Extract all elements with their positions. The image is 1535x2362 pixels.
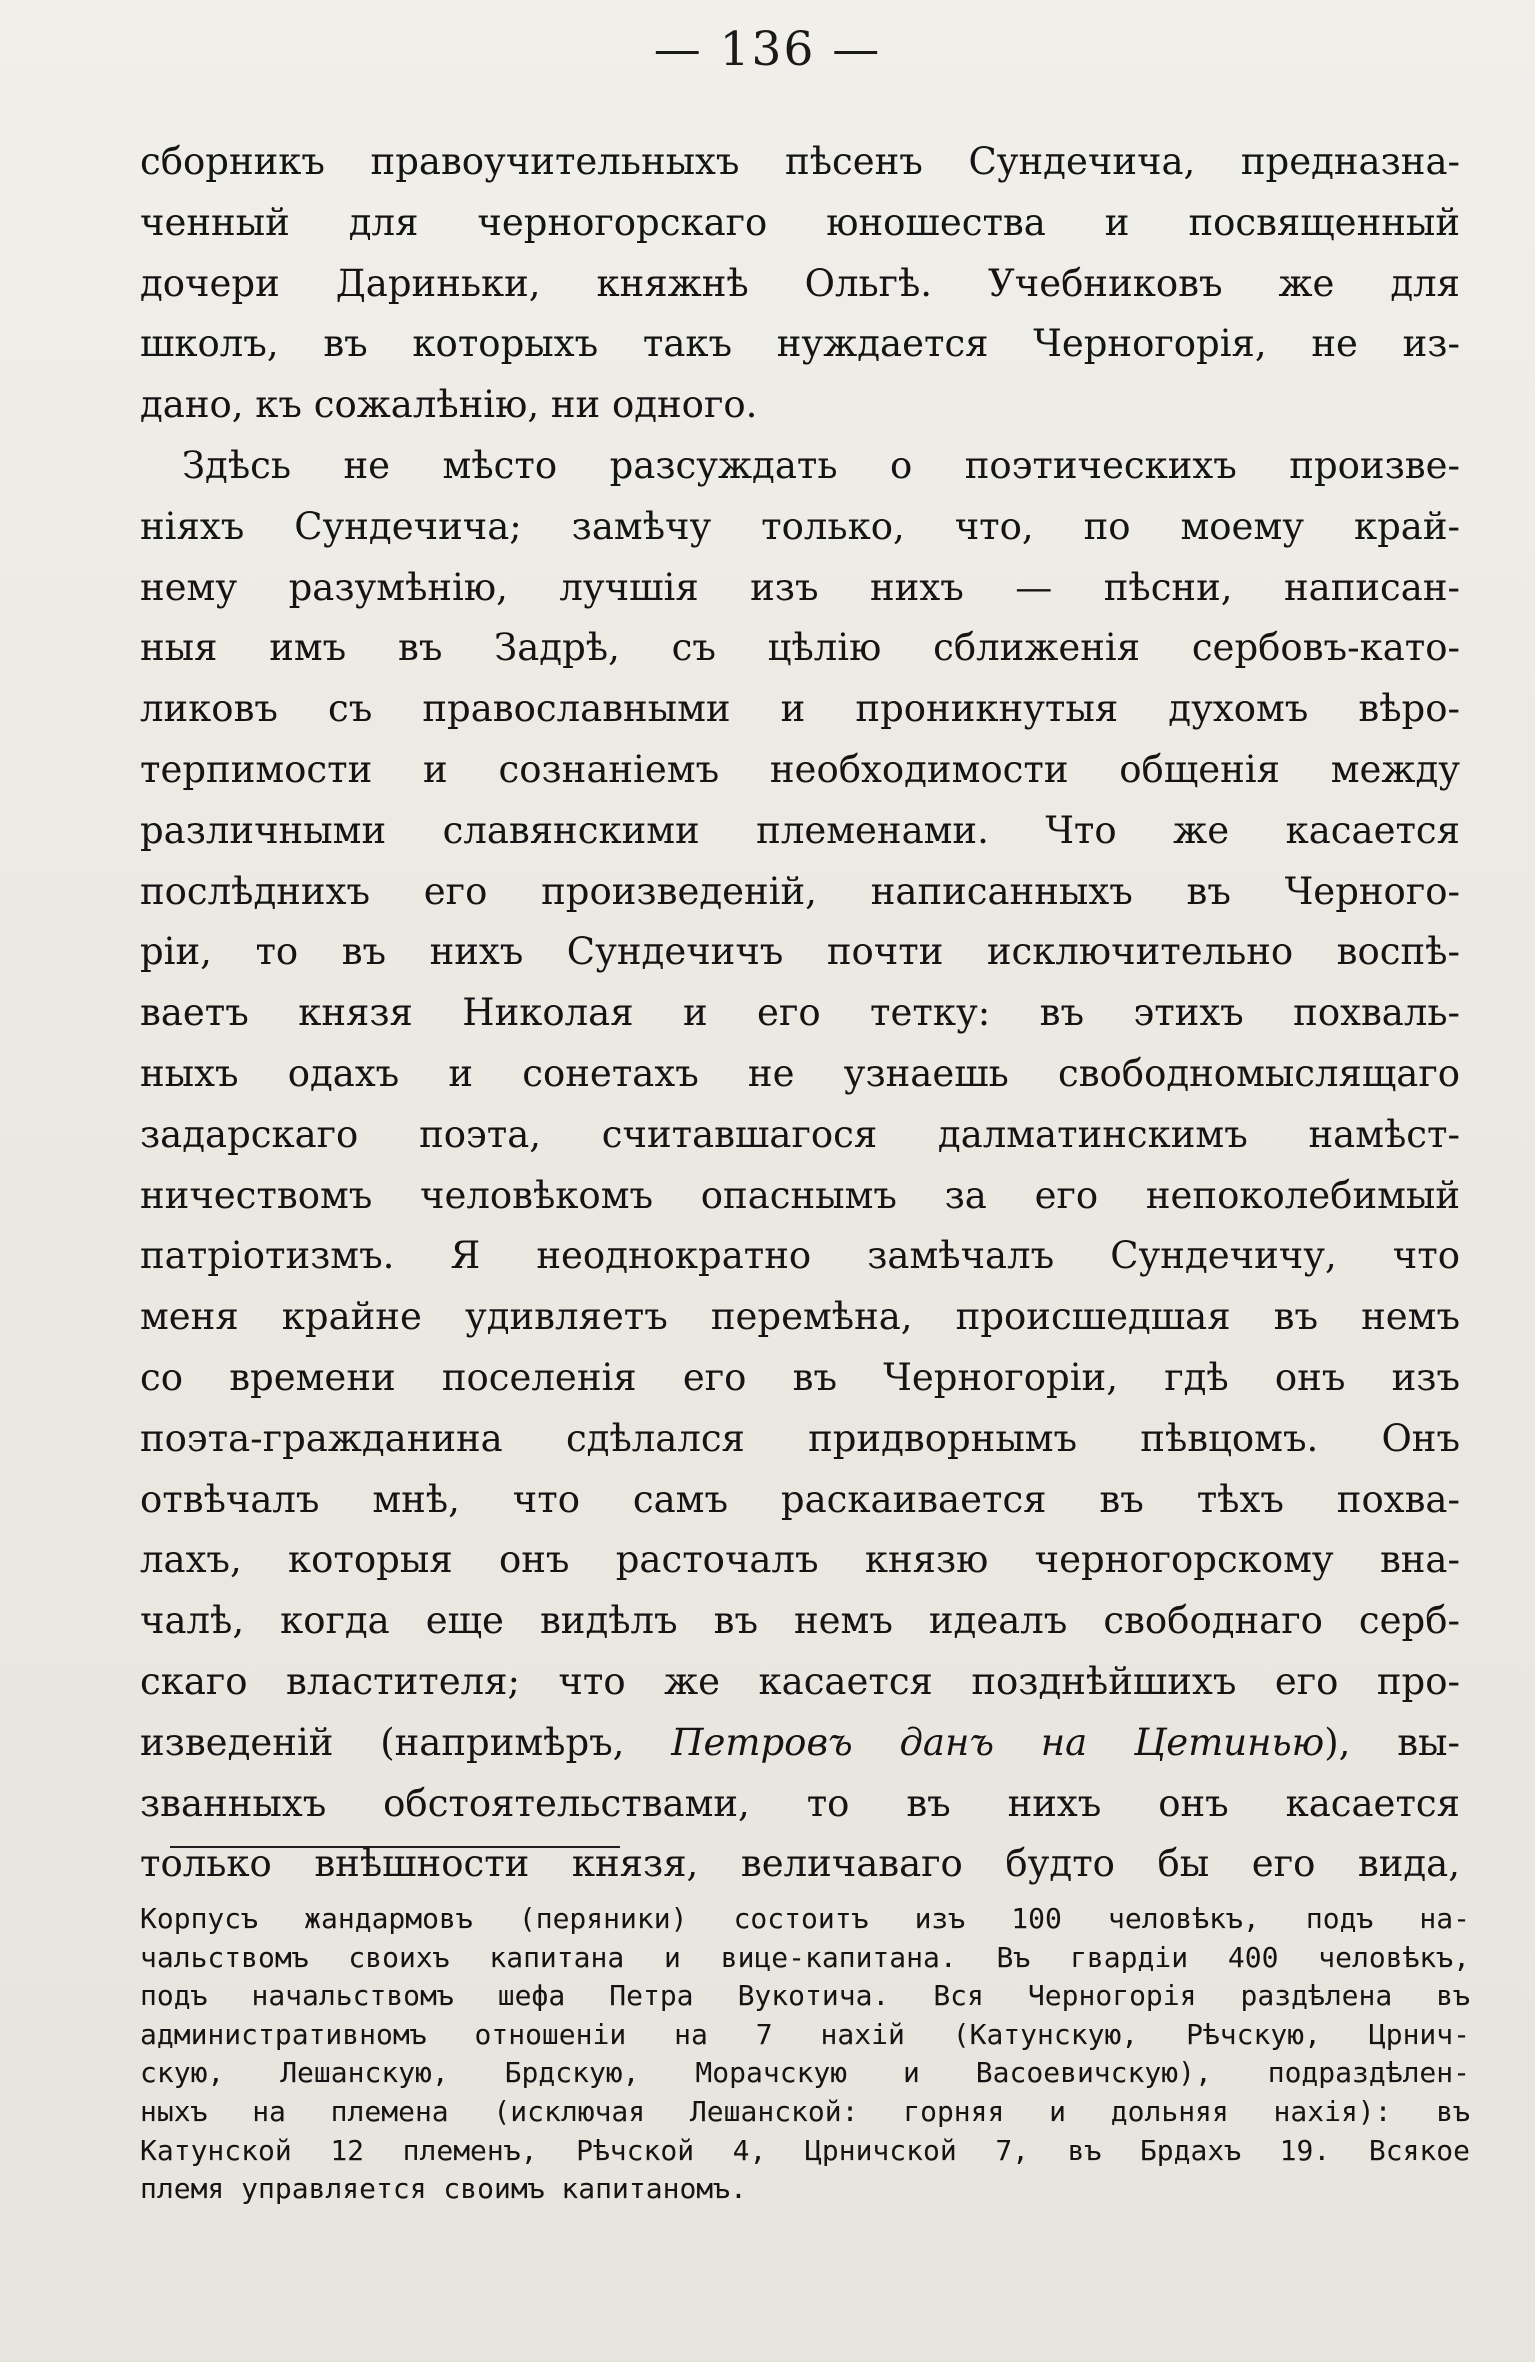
text-line: дочери Дариньки, княжнѣ Ольгѣ. Учебниковъ же для (140, 261, 1460, 305)
footnote (140, 1900, 1470, 2209)
text-line: сборникъ правоучительныхъ пѣсенъ Сундечича, предназна- (140, 140, 1460, 183)
text-line: ликовъ съ православными и проникнутыя духомъ вѣро- (140, 687, 1460, 731)
paragraph-start-line: Здѣсь не мѣсто разсуждать о поэтическихъ произве- (182, 443, 1460, 487)
text-line: ченный для черногорскаго юношества и посвященный (140, 200, 1460, 244)
footnote-line: ныхъ на племена (исключая Лешанской: горняя и дольняя нахія): въ (140, 2094, 1470, 2128)
text-line: ныя имъ въ Задрѣ, съ цѣлію сближенія сербовъ-като- (140, 626, 1460, 670)
italic-work-title: Петровъ данъ на Цетинью (671, 1720, 1325, 1764)
line-text-before-title: изведеній (напримѣръ, (140, 1720, 672, 1764)
main-text (140, 132, 1460, 1895)
text-line-with-title (140, 1713, 1460, 1774)
text-line: ріи, то въ нихъ Сундечичъ почти исключительно воспѣ- (140, 930, 1460, 974)
text-line: чалѣ, когда еще видѣлъ въ немъ идеалъ свободнаго серб- (140, 1599, 1460, 1643)
text-line: нему разумѣнію, лучшія изъ нихъ — пѣсни, написан- (140, 565, 1460, 609)
footnote-line: чальствомъ своихъ капитана и вице-капитана. Въ гвардіи 400 человѣкъ, (140, 1940, 1470, 1974)
text-line: званныхъ обстоятельствами, то въ нихъ онъ касается (140, 1781, 1460, 1825)
footnote-line: племя управляется своимъ капитаномъ. (140, 2172, 747, 2206)
text-line: школъ, въ которыхъ такъ нуждается Черногорія, не из- (140, 322, 1460, 366)
text-line: ныхъ одахъ и сонетахъ не узнаешь свободномыслящаго (140, 1051, 1460, 1095)
text-line: различными славянскими племенами. Что же касается (140, 808, 1460, 852)
text-line: отвѣчалъ мнѣ, что самъ раскаивается въ тѣхъ похва- (140, 1477, 1460, 1521)
text-line: ваетъ князя Николая и его тетку: въ этихъ похваль- (140, 991, 1460, 1035)
text-line: только внѣшности князя, величаваго будто бы его вида, (140, 1842, 1460, 1886)
text-line: скаго властителя; что же касается позднѣйшихъ его про- (140, 1659, 1460, 1703)
text-line: ничествомъ человѣкомъ опаснымъ за его непоколебимый (140, 1173, 1460, 1217)
text-line: дано, къ сожалѣнію, ни одного. (140, 383, 758, 427)
text-line: меня крайне удивляетъ перемѣна, происшедшая въ немъ (140, 1295, 1460, 1339)
text-line: терпимости и сознаніемъ необходимости общенія между (140, 747, 1460, 791)
text-line: задарскаго поэта, считавшагося далматинскимъ намѣст- (140, 1112, 1460, 1156)
text-line: со времени поселенія его въ Черногоріи, гдѣ онъ изъ (140, 1355, 1460, 1399)
line-text-after-title: ), вы- (1324, 1720, 1460, 1764)
text-line: патріотизмъ. Я неоднократно замѣчалъ Сундечичу, что (140, 1234, 1460, 1278)
footnote-line: Катунской 12 племенъ, Рѣчской 4, Црничской 7, въ Брдахъ 19. Всякое (140, 2133, 1470, 2167)
text-line: поэта-гражданина сдѣлался придворнымъ пѣвцомъ. Онъ (140, 1416, 1460, 1460)
text-line: ніяхъ Сундечича; замѣчу только, что, по моему край- (140, 504, 1460, 548)
footnote-line: подъ начальствомъ шефа Петра Вукотича. Вся Черногорія раздѣлена въ (140, 1979, 1470, 2013)
footnote-line: скую, Лешанскую, Брдскую, Морачскую и Васоевичскую), подраздѣлен- (140, 2056, 1470, 2090)
text-line: лахъ, которыя онъ расточалъ князю черногорскому вна- (140, 1538, 1460, 1582)
text-line: послѣднихъ его произведеній, написанныхъ въ Черного- (140, 869, 1460, 913)
footnote-separator (170, 1846, 620, 1848)
footnote-line: административномъ отношеніи на 7 нахій (Катунскую, Рѣчскую, Црнич- (140, 2017, 1470, 2051)
footnote-line: Корпусъ жандармовъ (перяники) состоитъ изъ 100 человѣкъ, подъ на- (140, 1902, 1470, 1935)
page-number: — 136 — (653, 22, 882, 77)
